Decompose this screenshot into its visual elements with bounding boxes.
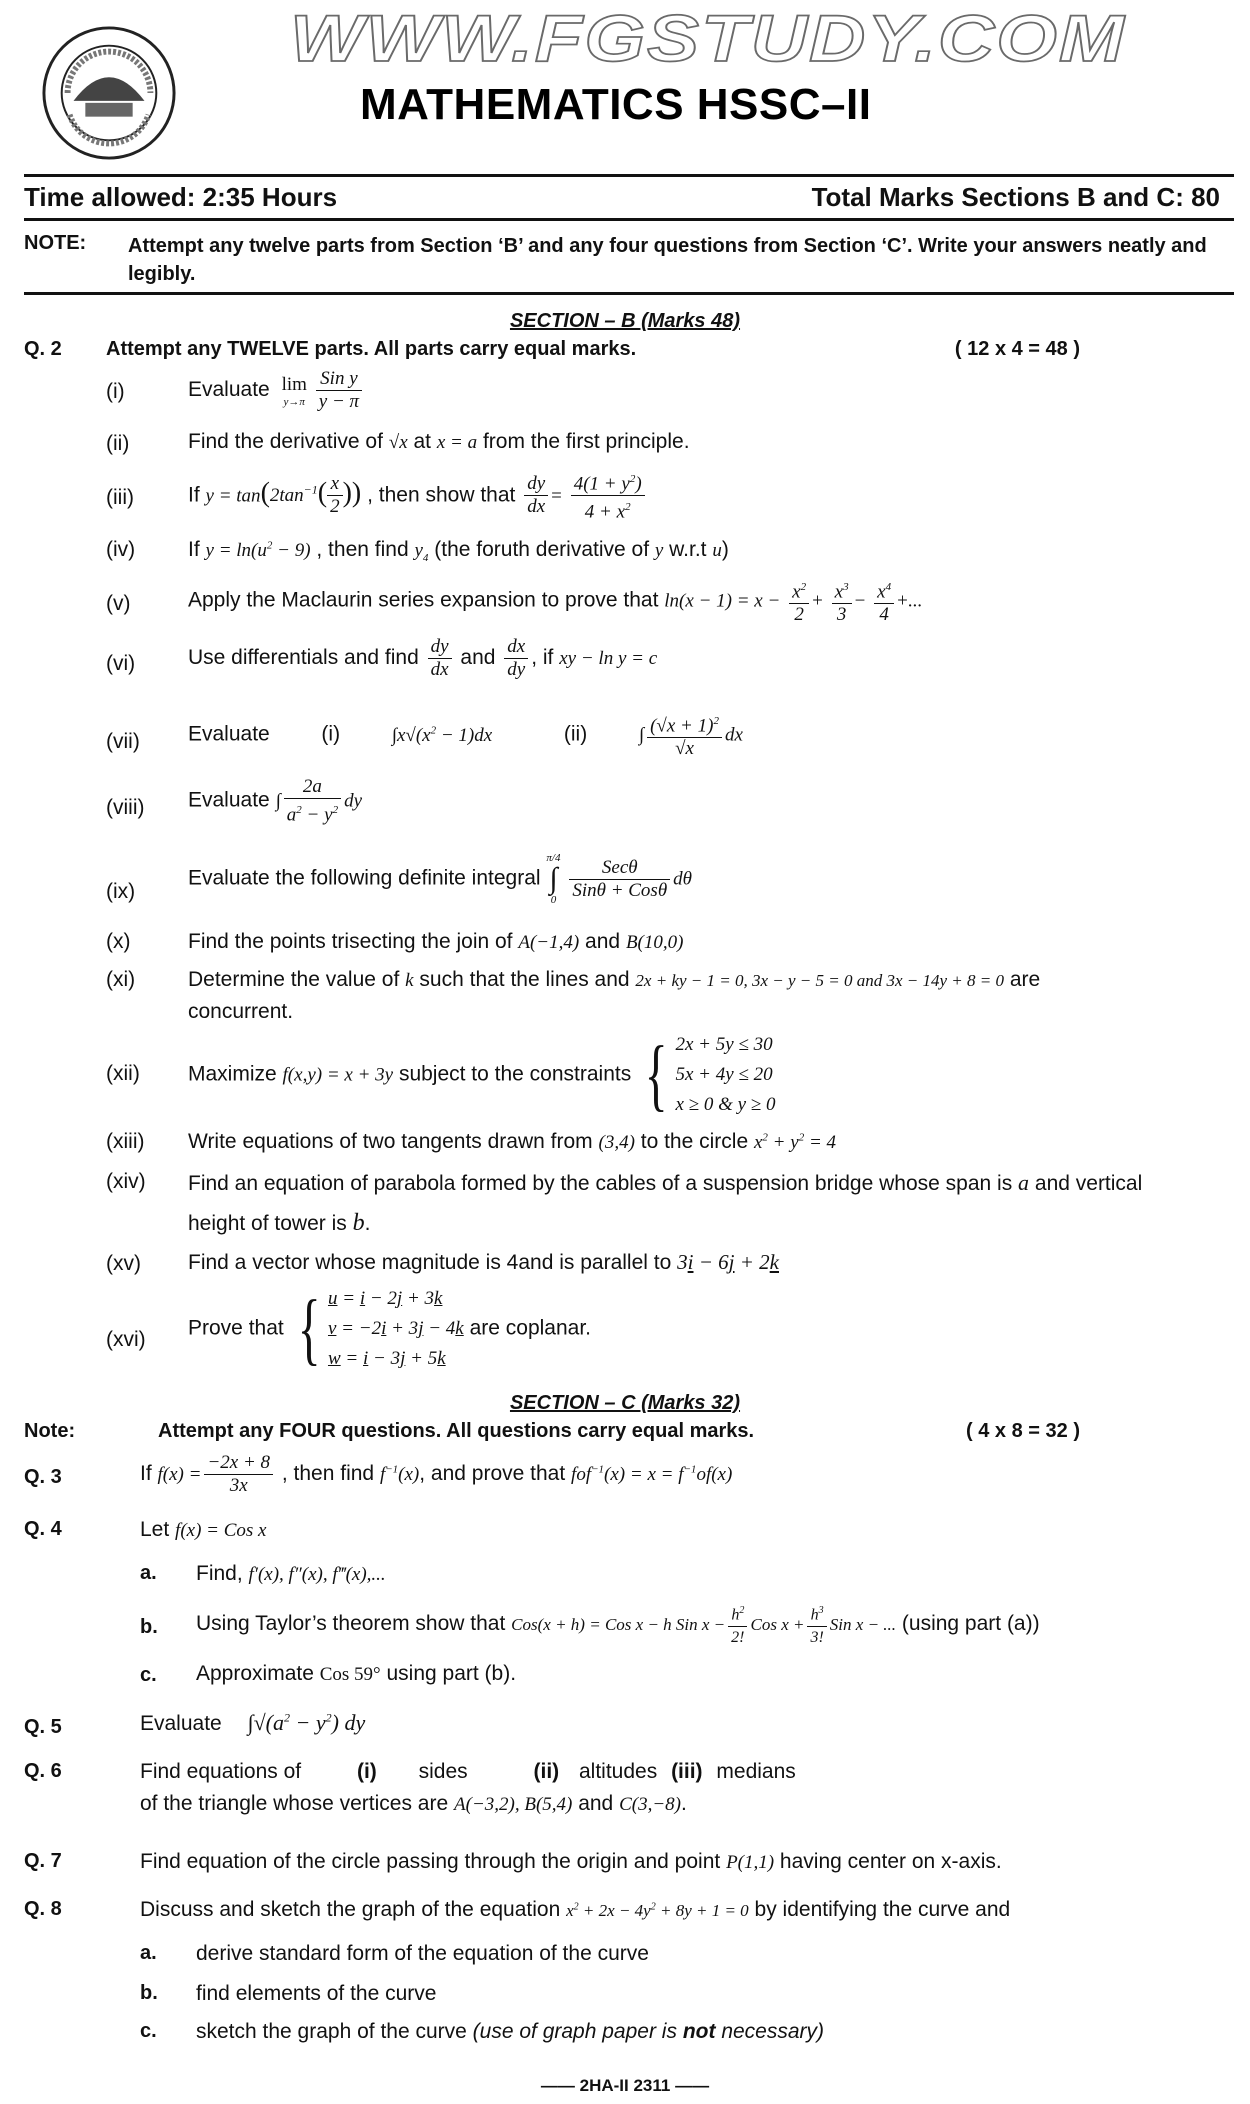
part-number: (iii) [106, 486, 134, 509]
question-label: Q. 8 [24, 1898, 62, 1920]
question-text: If f(x) = $\frac{-2x + 8}{3x}$ , then find $f^{-1}(x)$, and prove that $fof^{-1}(x) = x = f^{-1}of(x)$ [140, 1452, 733, 1496]
part-text: Prove that { u = i − 2j + 3k v = −2i + 3j − 4k w = i − 3j + 5k are coplanar. [188, 1285, 591, 1373]
sub-text: Approximate Cos 59° using part (b). [196, 1662, 517, 1685]
part-number: (xvi) [106, 1328, 146, 1351]
part-number: (ix) [106, 880, 136, 903]
sub-text: derive standard form of the equation of the curve [196, 1942, 649, 1965]
question-label: Q. 5 [24, 1716, 62, 1738]
sub-label: b. [140, 1616, 158, 1638]
question-text: Find equation of the circle passing through the origin and point P(1,1) having center on x-axis. [140, 1850, 1002, 1873]
part-text: If $y = \tan(2\tan^{-1}$( $\frac{x}{2}$ )) , then show that $\frac{dy}{dx}$ = $\frac{4(1 + y^2)}{4 + x^2}$ [188, 468, 648, 524]
section-c-instruction: Attempt any FOUR questions. All questions carry equal marks. [158, 1420, 755, 1442]
part-text: If $y = \ln(u^2 - 9)$ , then find $y_4$ (the foruth derivative of y w.r.t u) [188, 538, 729, 564]
section-b-marks: ( 12 x 4 = 48 ) [954, 338, 1080, 360]
section-c-marks: ( 4 x 8 = 32 ) [966, 1420, 1080, 1442]
header-rule [24, 218, 1234, 221]
part-number: (ii) [106, 432, 130, 455]
sub-text: Find, f′(x), f″(x), f‴(x),... [196, 1562, 386, 1585]
sub-label: c. [140, 2020, 157, 2042]
header-rule [24, 174, 1234, 177]
page-footer: —— 2HA-II 2311 —— [540, 2076, 710, 2095]
part-number: (vi) [106, 652, 136, 675]
question-label: Q. 2 [24, 338, 62, 360]
question-text: Find equations of (i) sides (ii) altitudes (iii) medians [140, 1760, 796, 1783]
question-label: Q. 3 [24, 1466, 62, 1488]
section-b-title: SECTION – B (Marks 48) [509, 310, 741, 332]
part-number: (v) [106, 592, 131, 615]
section-b-instruction: Attempt any TWELVE parts. All parts carry equal marks. [106, 338, 637, 360]
part-number: (xii) [106, 1062, 140, 1085]
part-text: Write equations of two tangents drawn from (3,4) to the circle $x^2 + y^2 = 4$ [188, 1130, 837, 1153]
note-text: Attempt any twelve parts from Section ‘B’ and any four questions from Section ‘C’. Write your answers neatly and legibly. [128, 235, 1207, 285]
part-text: Use differentials and find $\frac{dy}{dx}$ and $\frac{dx}{dy}$ , if xy − ln y = c [188, 636, 658, 680]
question-label: Q. 6 [24, 1760, 62, 1782]
part-number: (xi) [106, 968, 136, 991]
question-label: Q. 4 [24, 1518, 62, 1540]
part-number: (xv) [106, 1252, 141, 1275]
sub-label: a. [140, 1562, 157, 1584]
question-text: Let f(x) = Cos x [140, 1518, 267, 1541]
question-text: Evaluate $\int√(a^2 - y^2)$ dy [140, 1710, 366, 1735]
part-text: Find an equation of parabola formed by the cables of a suspension bridge whose span is a and vertical [188, 1170, 1143, 1195]
note-label: Note: [24, 1420, 76, 1442]
part-text: Evaluate (i) $\int x√(x^2 - 1)dx$ (ii) ∫ $\frac{(√x + 1)^2}{√x}$ dx [188, 710, 743, 760]
sub-text: Using Taylor’s theorem show that Cos(x + h) = Cos x − h Sin x − $\frac{h^2}{2!}$ Cos x + $\frac{h^3}{3!}$ Sin x − ... (using part (a)) [196, 1600, 1040, 1649]
part-text: Maximize f(x,y) = x + 3y subject to the constraints { 2x + 5y ≤ 30 5x + 4y ≤ 20 x ≥ 0 & y ≥ 0 [188, 1031, 776, 1119]
part-number: (i) [106, 380, 125, 403]
part-text: Evaluate lim y→π $\frac{\text{Sin y}}{y - \pi}$ [188, 368, 365, 413]
part-text: Determine the value of k such that the lines and 2x + ky − 1 = 0, 3x − y − 5 = 0 and 3x − 14y + 8 = 0 are [188, 968, 1041, 991]
page-title: MATHEMATICS HSSC–II [360, 80, 872, 129]
question-label: Q. 7 [24, 1850, 62, 1872]
part-text: Find the points trisecting the join of A(−1,4) and B(10,0) [188, 930, 684, 953]
part-text: Find a vector whose magnitude is 4and is parallel to 3i − 6j + 2k [188, 1250, 779, 1274]
question-text-continued: of the triangle whose vertices are A(−3,2), B(5,4) and C(3,−8). [140, 1792, 687, 1815]
part-number: (iv) [106, 538, 136, 561]
part-number: (xiv) [106, 1170, 146, 1193]
note-label: NOTE: [24, 232, 87, 254]
sub-label: b. [140, 1982, 158, 2004]
board-seal-icon [40, 24, 178, 162]
question-text: Discuss and sketch the graph of the equation $x^2 + 2x - 4y^2 + 8y + 1 = 0$ by identifying the curve and [140, 1898, 1011, 1921]
sub-label: c. [140, 1664, 157, 1686]
sub-text: find elements of the curve [196, 1982, 437, 2005]
watermark-text: WWW.FGSTUDY.COM [290, 0, 1126, 76]
part-text: Apply the Maclaurin series expansion to prove that ln(x − 1) = x − $\frac{x^2}{2}$ + $\frac{x^3}{3}$ − $\frac{x^4}{4}$ +... [188, 576, 922, 626]
part-text: Evaluate the following definite integral π/4 ∫ 0 $\frac{\text{Secθ}}{\text{Sinθ + Cosθ}}$ dθ [188, 852, 693, 906]
part-number: (xiii) [106, 1130, 145, 1153]
time-allowed: Time allowed: 2:35 Hours [24, 182, 338, 212]
sub-text: sketch the graph of the curve (use of graph paper is not necessary) [196, 2020, 825, 2043]
total-marks: Total Marks Sections B and C: 80 [811, 182, 1220, 212]
header-rule [24, 292, 1234, 295]
part-label: Evaluate [188, 378, 270, 402]
sub-label: a. [140, 1942, 157, 1964]
part-text: Evaluate ∫ $\frac{2a}{a^2 - y^2}$ dy [188, 776, 362, 826]
part-number: (vii) [106, 730, 140, 753]
part-number: (viii) [106, 796, 145, 819]
part-text: Find the derivative of √x at x = a from the first principle. [188, 430, 690, 453]
part-number: (x) [106, 930, 131, 953]
part-text-continued: height of tower is b. [188, 1210, 371, 1236]
section-c-title: SECTION – C (Marks 32) [509, 1392, 741, 1414]
part-text-continued: concurrent. [188, 1000, 294, 1023]
